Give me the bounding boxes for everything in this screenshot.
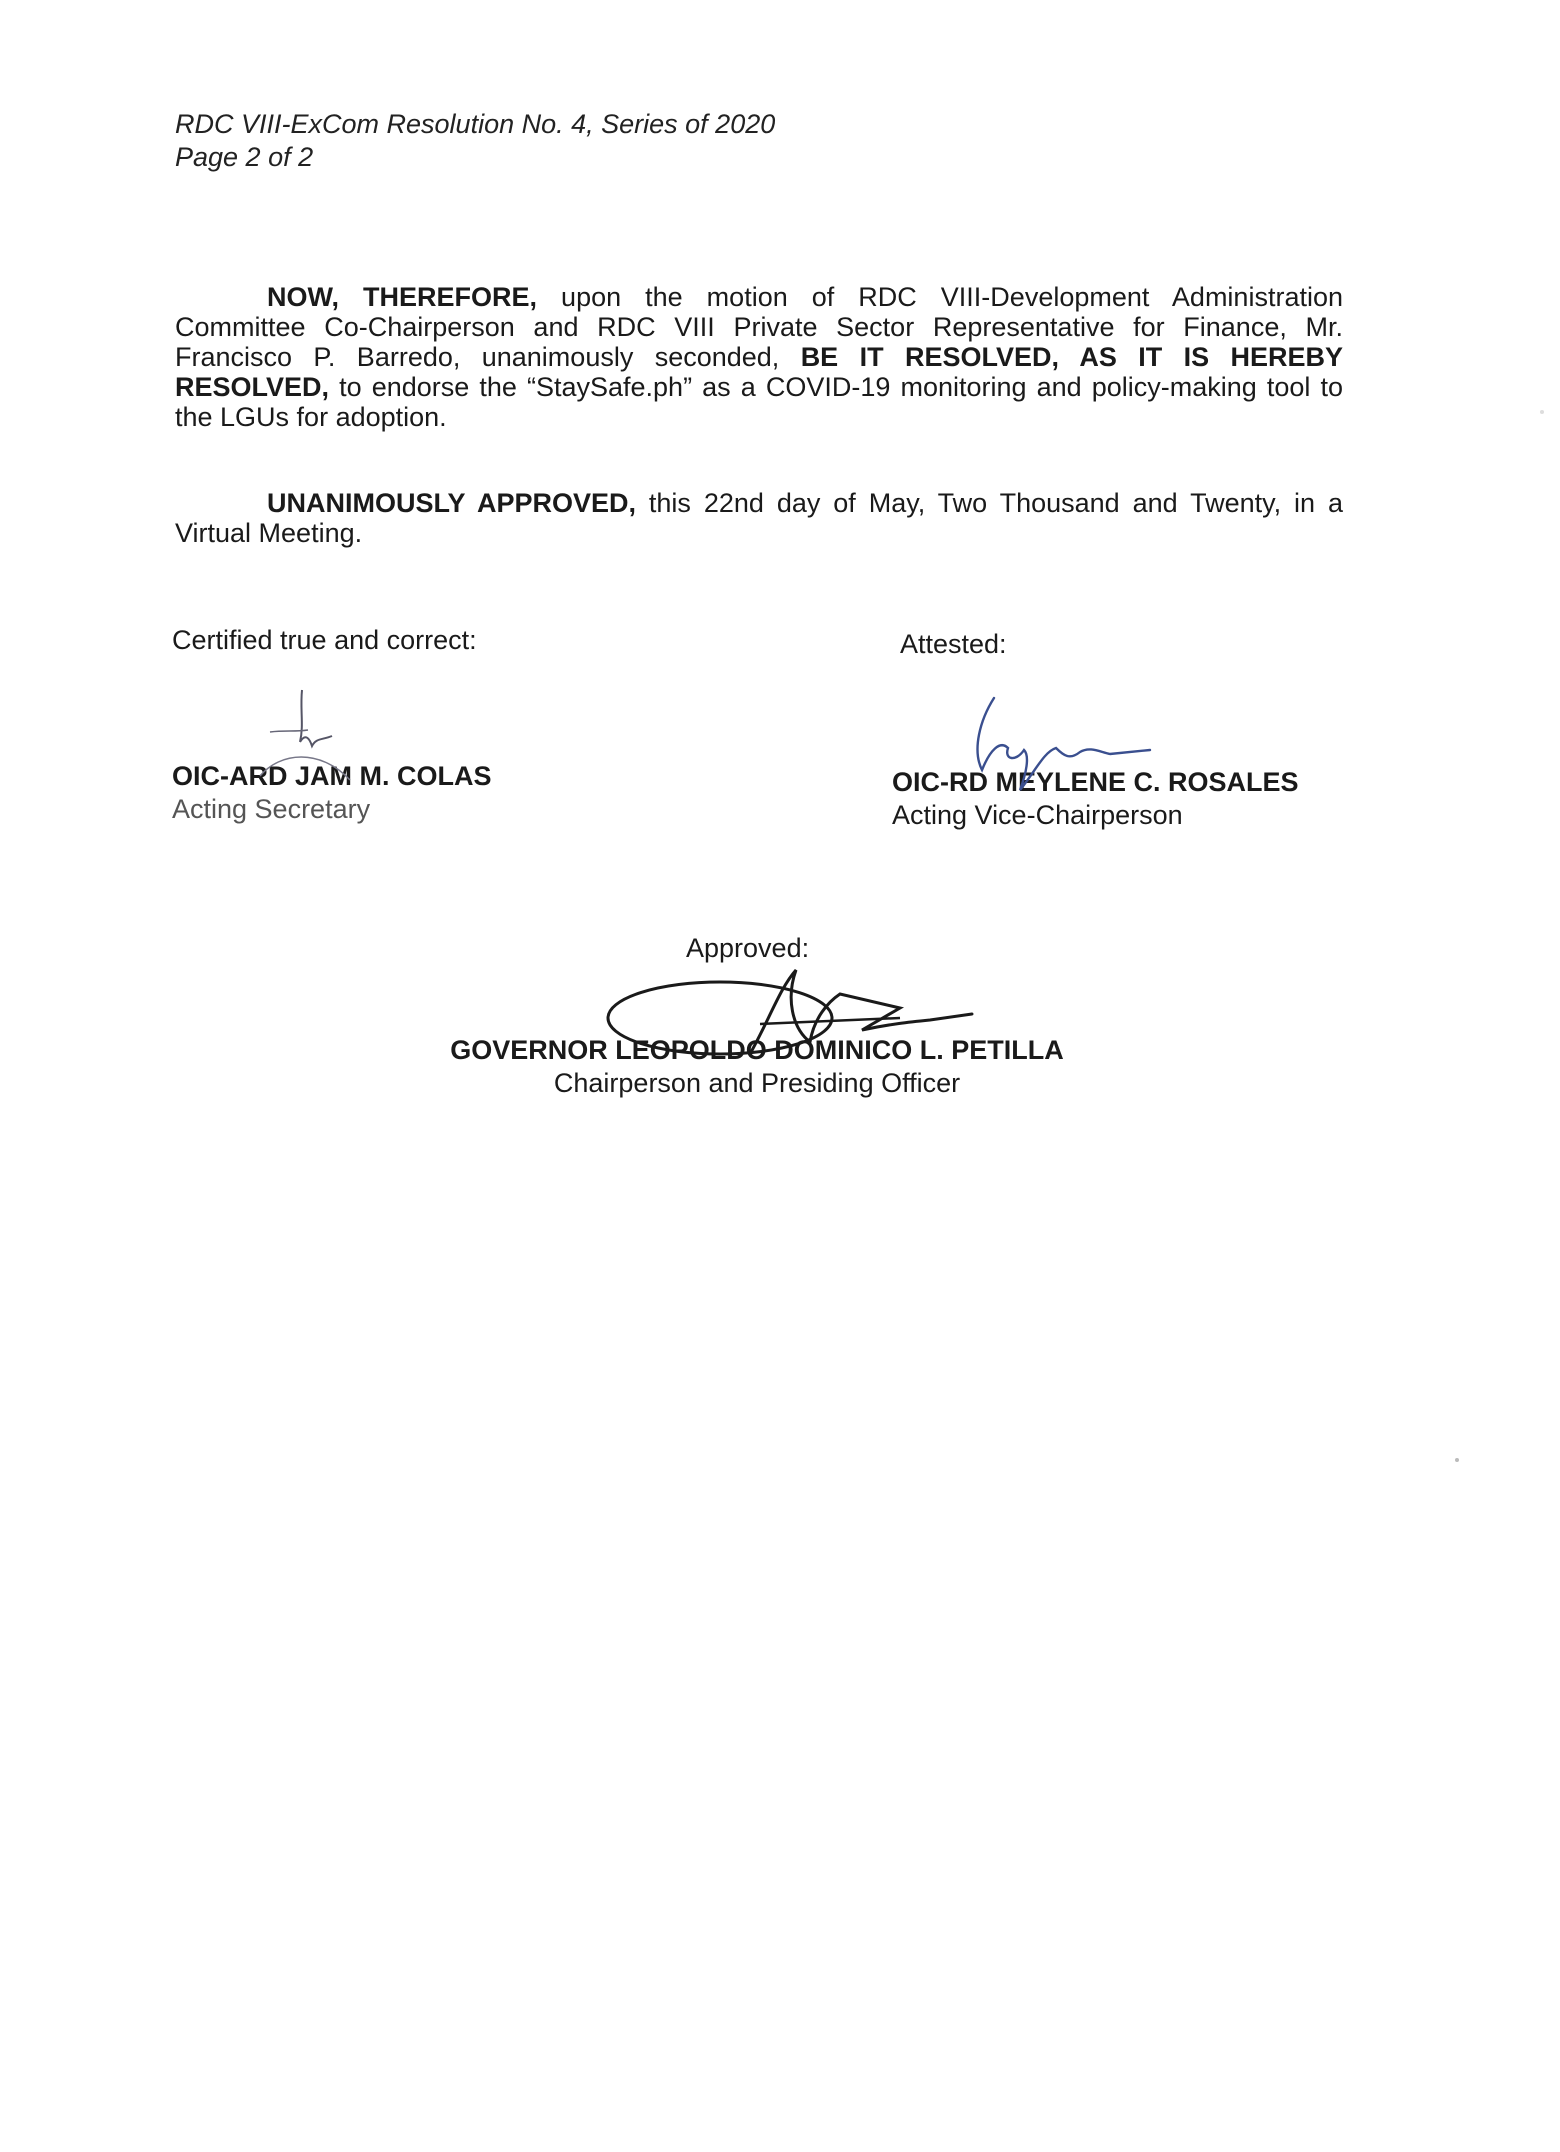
signatory-title: Acting Secretary	[172, 794, 371, 824]
paragraph-text: this 22nd day of May, Two Thousand and Twenty, in a Virtual Meeting.	[175, 488, 1343, 548]
paragraph-lead: UNANIMOUSLY APPROVED,	[267, 488, 636, 518]
signatory-name: OIC-RD MEYLENE C. ROSALES	[892, 767, 1299, 797]
certified-label: Certified true and correct:	[172, 625, 477, 655]
signatory-name: OIC-ARD JAM M. COLAS	[172, 761, 492, 791]
signatory-name: GOVERNOR LEOPOLDO DOMINICO L. PETILLA	[450, 1035, 1064, 1065]
attested-label: Attested:	[900, 629, 1007, 659]
approval-paragraph	[175, 488, 1343, 548]
document-header	[175, 108, 775, 174]
scan-speck	[1455, 1458, 1459, 1462]
secretary-signature-block	[172, 760, 492, 826]
approved-label: Approved:	[686, 933, 810, 963]
resolution-paragraph	[175, 282, 1343, 432]
signatory-title: Chairperson and Presiding Officer	[553, 1068, 961, 1098]
chairperson-signature-block	[412, 1034, 1102, 1100]
paragraph-text: upon the motion of RDC VIII-Development Administration Committee Co-Chairperson and RDC VIII Private Sector Representative for Finance, Mr. Francisco P. Barredo, unanimously seconded,	[175, 282, 1343, 372]
page-number: Page 2 of 2	[175, 142, 314, 172]
scan-speck	[1540, 410, 1544, 414]
resolution-reference: RDC VIII-ExCom Resolution No. 4, Series of 2020	[175, 109, 776, 139]
signatory-title: Acting Vice-Chairperson	[892, 800, 1183, 830]
paragraph-text: to endorse the “StaySafe.ph” as a COVID-19 monitoring and policy-making tool to the LGUs for adoption.	[175, 372, 1343, 432]
resolved-clause: BE IT RESOLVED, AS IT IS HEREBY RESOLVED,	[175, 342, 1343, 402]
paragraph-lead: NOW, THEREFORE,	[267, 282, 538, 312]
vice-chairperson-signature-block	[892, 766, 1299, 832]
